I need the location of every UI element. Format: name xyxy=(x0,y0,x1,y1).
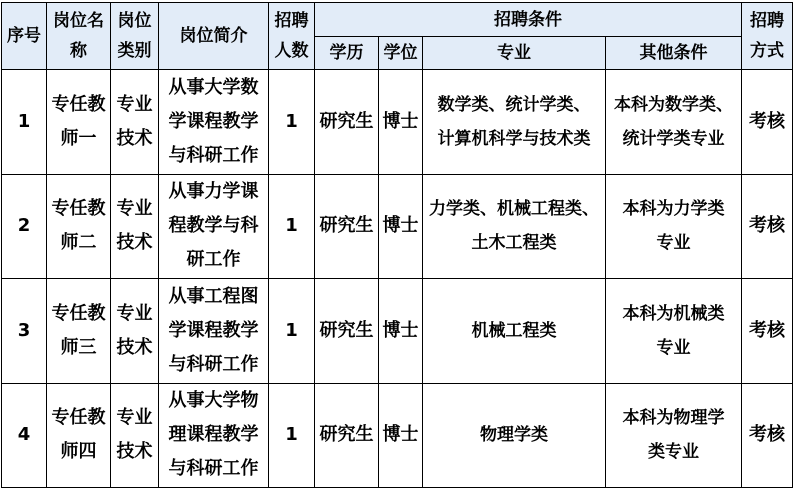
cell-line: 理课程教学 xyxy=(168,424,259,446)
cell-position-desc xyxy=(159,174,269,279)
table-body xyxy=(2,70,793,488)
cell-line: 程教学与科 xyxy=(168,215,259,237)
cell-count: 1 xyxy=(269,174,315,279)
cell-method: 考核 xyxy=(742,279,793,384)
cell-count: 1 xyxy=(269,70,315,175)
cell-line: 从事大学物 xyxy=(168,390,259,412)
header-seq-line: 序号 xyxy=(7,26,41,46)
cell-line: 专业 xyxy=(116,198,153,220)
cell-line: 研工作 xyxy=(186,249,241,271)
cell-method: 考核 xyxy=(742,70,793,175)
cell-line: 与科研工作 xyxy=(168,353,259,375)
cell-position-name xyxy=(47,279,111,384)
cell-position-desc xyxy=(159,383,269,488)
cell-line: 专业 xyxy=(116,407,153,429)
cell-line: 统计学类专业 xyxy=(622,128,725,149)
cell-degree: 博士 xyxy=(379,174,423,279)
cell-line: 机械工程类 xyxy=(471,320,557,341)
header-position-type-line: 类别 xyxy=(117,41,152,61)
header-position-name xyxy=(47,3,111,70)
cell-count: 1 xyxy=(269,279,315,384)
cell-line: 技术 xyxy=(116,441,153,463)
cell-line: 与科研工作 xyxy=(168,144,259,166)
cell-major xyxy=(423,279,606,384)
header-method-line: 招聘 xyxy=(750,11,784,31)
cell-count: 1 xyxy=(269,383,315,488)
cell-line: 专任教 xyxy=(51,302,106,324)
header-method xyxy=(742,3,793,70)
cell-line: 本科为数学类、 xyxy=(614,94,733,115)
cell-major xyxy=(423,70,606,175)
cell-position-type xyxy=(111,70,159,175)
cell-seq: 1 xyxy=(2,70,47,175)
cell-line: 与科研工作 xyxy=(168,458,259,480)
cell-position-desc xyxy=(159,279,269,384)
cell-line: 类专业 xyxy=(648,442,699,463)
header-count xyxy=(269,3,315,70)
recruitment-table xyxy=(1,2,793,488)
cell-seq: 2 xyxy=(2,174,47,279)
header-degree: 学位 xyxy=(379,37,423,70)
header-position-desc-line: 岗位简介 xyxy=(179,26,248,46)
cell-line: 物理学类 xyxy=(480,425,548,446)
cell-position-desc xyxy=(159,70,269,175)
cell-position-name xyxy=(47,383,111,488)
header-position-desc xyxy=(159,3,269,70)
cell-position-type xyxy=(111,279,159,384)
header-education: 学历 xyxy=(315,37,379,70)
cell-method: 考核 xyxy=(742,383,793,488)
cell-line: 专业 xyxy=(656,337,691,358)
table-row xyxy=(2,279,793,384)
cell-line: 学课程教学 xyxy=(168,110,259,132)
header-seq xyxy=(2,3,47,70)
cell-line: 力学类、机械工程类、 xyxy=(429,199,599,220)
cell-line: 学课程教学 xyxy=(168,319,259,341)
cell-degree: 博士 xyxy=(379,70,423,175)
header-method-line: 方式 xyxy=(750,41,784,61)
header-position-type-line: 岗位 xyxy=(117,11,152,31)
cell-line: 专业 xyxy=(656,233,691,254)
cell-major xyxy=(423,174,606,279)
cell-position-name xyxy=(47,174,111,279)
cell-line: 从事大学数 xyxy=(168,76,259,98)
cell-line: 从事力学课 xyxy=(168,181,259,203)
cell-line: 专业 xyxy=(116,93,153,115)
header-count-line: 人数 xyxy=(274,41,309,61)
header-position-type xyxy=(111,3,159,70)
cell-line: 数学类、统计学类、 xyxy=(437,94,591,115)
cell-seq: 3 xyxy=(2,279,47,384)
cell-line: 本科为机械类 xyxy=(622,303,725,324)
cell-line: 师四 xyxy=(60,441,97,463)
header-position-name-line: 称 xyxy=(70,41,87,61)
table-header xyxy=(2,3,793,70)
cell-line: 本科为物理学 xyxy=(622,408,725,429)
table-row xyxy=(2,174,793,279)
cell-line: 计算机科学与技术类 xyxy=(437,128,591,149)
cell-education: 研究生 xyxy=(315,174,379,279)
cell-degree: 博士 xyxy=(379,279,423,384)
header-other: 其他条件 xyxy=(606,37,742,70)
cell-line: 师二 xyxy=(60,232,97,254)
cell-line: 本科为力学类 xyxy=(622,199,725,220)
cell-position-name xyxy=(47,70,111,175)
header-major: 专业 xyxy=(423,37,606,70)
table-row xyxy=(2,70,793,175)
cell-position-type xyxy=(111,174,159,279)
cell-other xyxy=(606,383,742,488)
cell-other xyxy=(606,174,742,279)
cell-other xyxy=(606,70,742,175)
cell-education: 研究生 xyxy=(315,70,379,175)
cell-method: 考核 xyxy=(742,174,793,279)
cell-line: 技术 xyxy=(116,232,153,254)
cell-line: 专业 xyxy=(116,302,153,324)
cell-line: 专任教 xyxy=(51,407,106,429)
cell-line: 技术 xyxy=(116,336,153,358)
cell-position-type xyxy=(111,383,159,488)
cell-major xyxy=(423,383,606,488)
header-row-top xyxy=(2,3,793,37)
header-conditions: 招聘条件 xyxy=(315,3,742,37)
table-row xyxy=(2,383,793,488)
cell-line: 专任教 xyxy=(51,93,106,115)
cell-seq: 4 xyxy=(2,383,47,488)
cell-education: 研究生 xyxy=(315,383,379,488)
cell-line: 土木工程类 xyxy=(471,233,557,254)
cell-line: 师三 xyxy=(60,336,97,358)
cell-degree: 博士 xyxy=(379,383,423,488)
header-position-name-line: 岗位名 xyxy=(53,11,104,31)
cell-education: 研究生 xyxy=(315,279,379,384)
cell-line: 师一 xyxy=(60,127,97,149)
cell-line: 专任教 xyxy=(51,198,106,220)
cell-other xyxy=(606,279,742,384)
cell-line: 从事工程图 xyxy=(168,285,259,307)
header-count-line: 招聘 xyxy=(274,11,309,31)
cell-line: 技术 xyxy=(116,127,153,149)
